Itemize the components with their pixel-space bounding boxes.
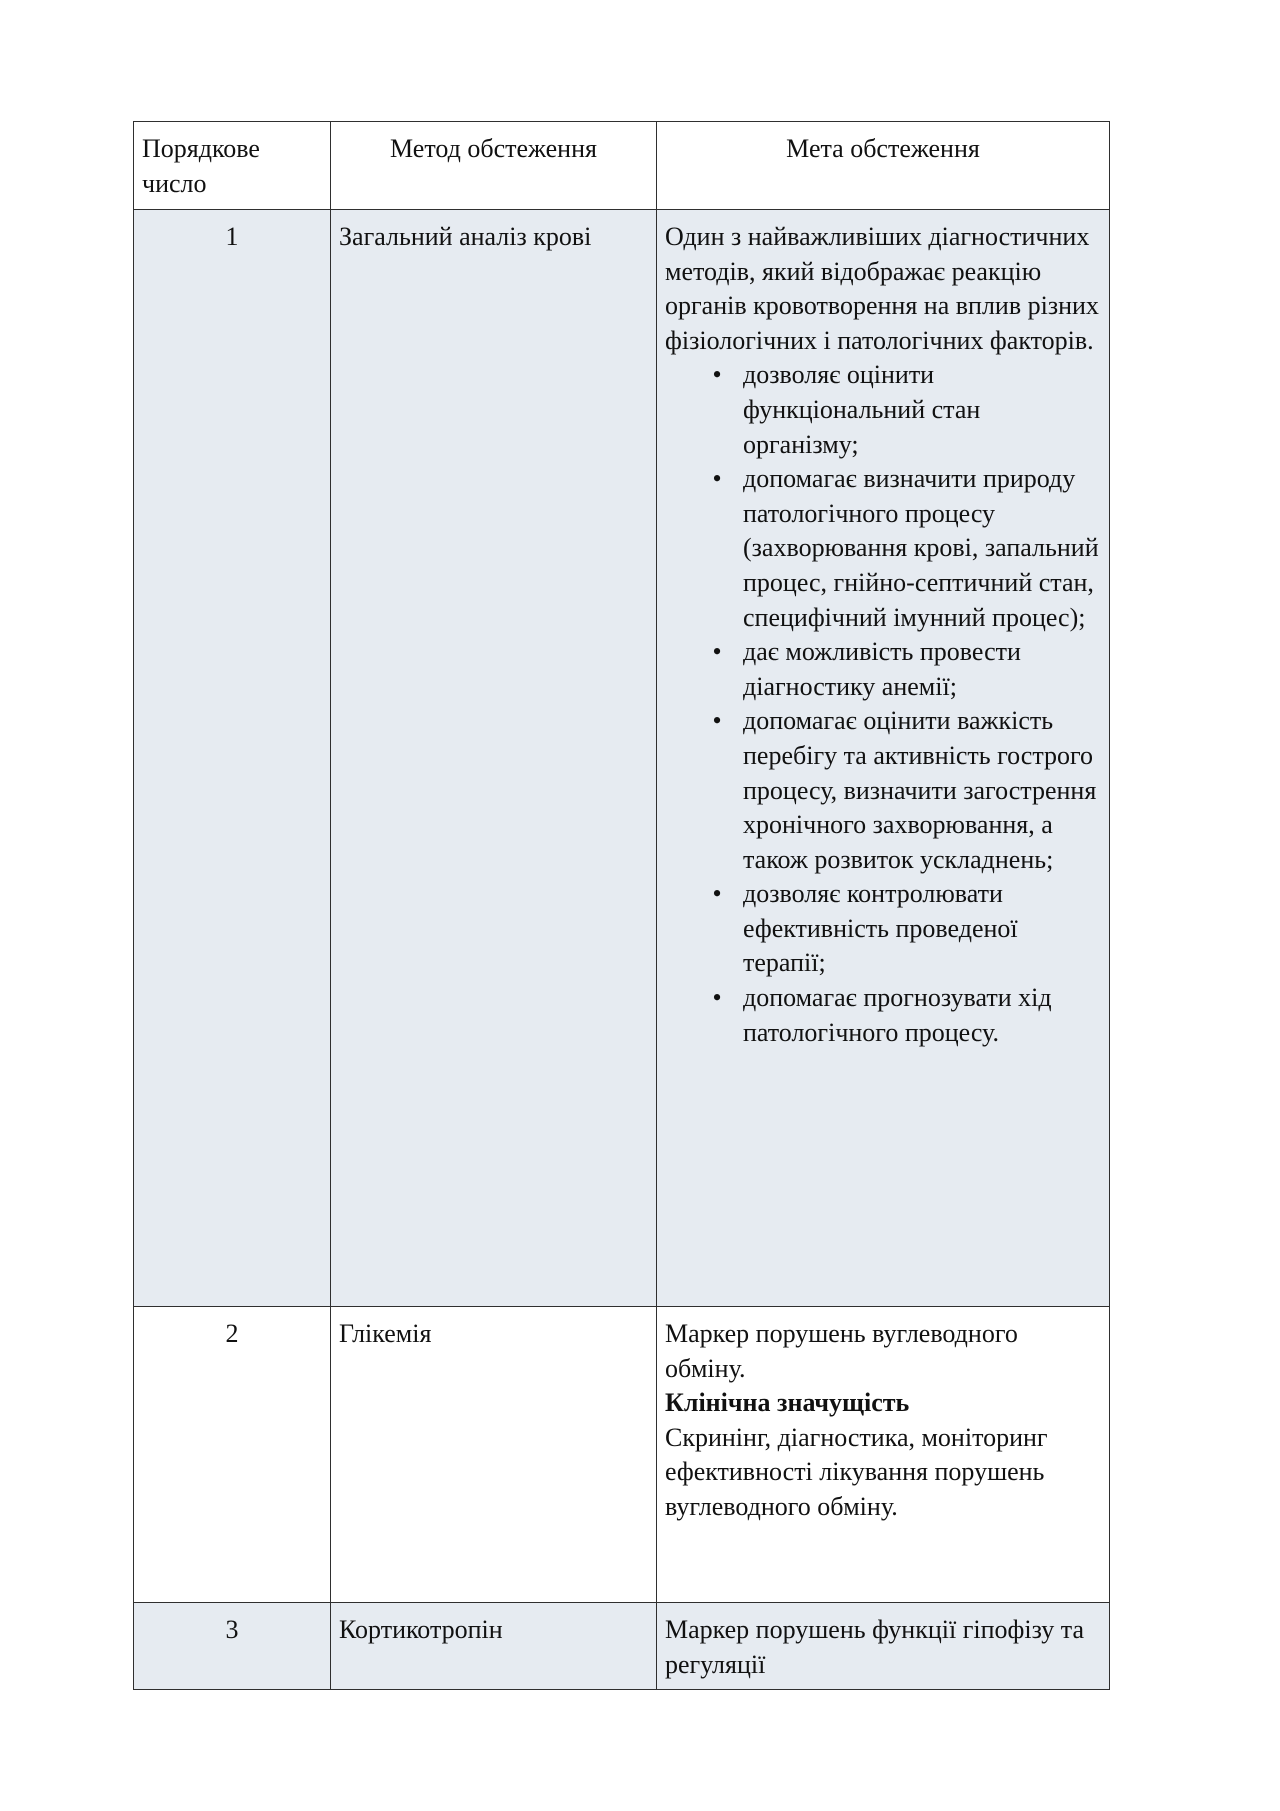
row-purpose <box>657 1603 1110 1690</box>
row-number: 2 <box>134 1307 331 1603</box>
table-row <box>134 210 1110 1307</box>
list-item <box>712 462 1101 635</box>
row-purpose <box>657 210 1110 1307</box>
list-item-text: дозволяє оцінити функціональний стан організму; <box>743 360 981 459</box>
list-item-text: допомагає визначити природу патологічного процесу (захворювання крові, запальний процес, гнійно-септичний стан, специфічний імунний процес); <box>743 464 1099 632</box>
purpose-heading: Клінічна значущість <box>665 1388 910 1418</box>
list-item-text: допомагає оцінити важкість перебігу та активність гострого процесу, визначити загострення хронічного захворювання, а також розвиток ускладнень; <box>743 706 1097 874</box>
table-row <box>134 1603 1110 1690</box>
row-number: 3 <box>134 1603 331 1690</box>
table-row <box>134 1307 1110 1603</box>
bullet-icon: • <box>712 360 722 390</box>
list-item <box>712 358 1101 462</box>
purpose-intro: Маркер порушень вуглеводного обміну. <box>665 1319 1018 1383</box>
header-number: Порядкове число <box>134 122 331 210</box>
list-item <box>712 981 1101 1050</box>
bullet-icon: • <box>712 983 722 1013</box>
list-item <box>712 704 1101 877</box>
row-method: Глікемія <box>331 1307 657 1603</box>
purpose-text: Скринінг, діагностика, моніторинг ефективності лікування порушень вуглеводного обміну. <box>665 1422 1048 1521</box>
table-header-row <box>134 122 1110 210</box>
bullet-icon: • <box>712 879 722 909</box>
row-number: 1 <box>134 210 331 1307</box>
row-purpose <box>657 1307 1110 1603</box>
list-item <box>712 635 1101 704</box>
list-item-text: допомагає прогнозувати хід патологічного процесу. <box>743 983 1052 1047</box>
examination-table <box>133 121 1110 1690</box>
list-item-text: дає можливість провести діагностику анемії; <box>743 637 1021 701</box>
list-item <box>712 877 1101 981</box>
bullet-icon: • <box>712 637 722 667</box>
bullet-icon: • <box>712 706 722 736</box>
purpose-intro: Маркер порушень функції гіпофізу та регуляції <box>665 1615 1085 1679</box>
header-purpose: Мета обстеження <box>657 122 1110 210</box>
row-method: Кортикотропін <box>331 1603 657 1690</box>
row-method: Загальний аналіз крові <box>331 210 657 1307</box>
purpose-bullet-list <box>665 358 1101 1050</box>
header-method: Метод обстеження <box>331 122 657 210</box>
bullet-icon: • <box>712 464 722 494</box>
list-item-text: дозволяє контролювати ефективність проведеної терапії; <box>743 879 1018 978</box>
purpose-intro: Один з найважливіших діагностичних методів, який відображає реакцію органів кровотворення на вплив різних фізіологічних і патологічних факторів. <box>665 222 1099 355</box>
